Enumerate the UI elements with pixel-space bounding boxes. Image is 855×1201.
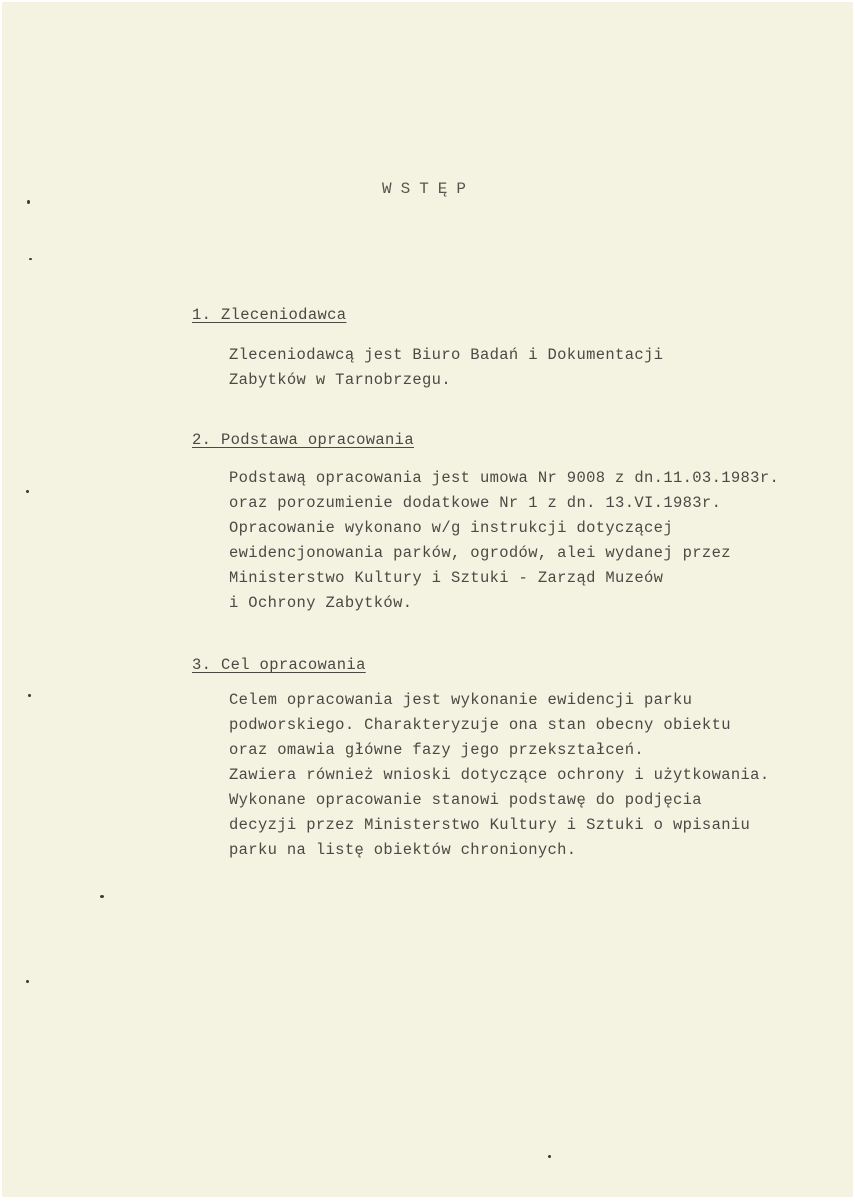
scan-speck — [26, 490, 29, 493]
body-line: podworskiego. Charakteryzuje ona stan obecny obiektu — [229, 716, 731, 734]
body-line: Podstawą opracowania jest umowa Nr 9008 z dn.11.03.1983r. — [229, 469, 780, 487]
body-line: Wykonane opracowanie stanowi podstawę do podjęcia — [229, 791, 702, 809]
scan-speck — [100, 895, 104, 898]
body-line: oraz porozumienie dodatkowe Nr 1 z dn. 13.VI.1983r. — [229, 494, 722, 512]
section-body-3 — [229, 688, 769, 863]
section-body-2 — [229, 466, 779, 616]
section-heading-3: 3. Cel opracowania — [192, 656, 366, 674]
document-page — [2, 2, 853, 1197]
scan-speck — [26, 980, 29, 983]
body-line: Zleceniodawcą jest Biuro Badań i Dokumentacji — [229, 346, 664, 364]
body-line: Celem opracowania jest wykonanie ewidencji parku — [229, 691, 693, 709]
section-body-1 — [229, 343, 663, 393]
section-heading-1: 1. Zleceniodawca — [192, 306, 347, 324]
body-line: Zawiera również wnioski dotyczące ochrony i użytkowania. — [229, 766, 770, 784]
body-line: i Ochrony Zabytków. — [229, 594, 413, 612]
body-line: oraz omawia główne fazy jego przekształceń. — [229, 741, 645, 759]
page-title: WSTĘP — [382, 180, 476, 198]
scan-speck — [27, 200, 30, 204]
body-line: decyzji przez Ministerstwo Kultury i Sztuki o wpisaniu — [229, 816, 751, 834]
scan-speck — [28, 694, 31, 697]
body-line: ewidencjonowania parków, ogrodów, alei wydanej przez — [229, 544, 731, 562]
body-line: parku na listę obiektów chronionych. — [229, 841, 577, 859]
scan-speck — [29, 258, 32, 260]
section-heading-2: 2. Podstawa opracowania — [192, 431, 414, 449]
body-line: Zabytków w Tarnobrzegu. — [229, 371, 451, 389]
body-line: Opracowanie wykonano w/g instrukcji dotyczącej — [229, 519, 673, 537]
scan-speck — [548, 1155, 551, 1158]
body-line: Ministerstwo Kultury i Sztuki - Zarząd Muzeów — [229, 569, 664, 587]
